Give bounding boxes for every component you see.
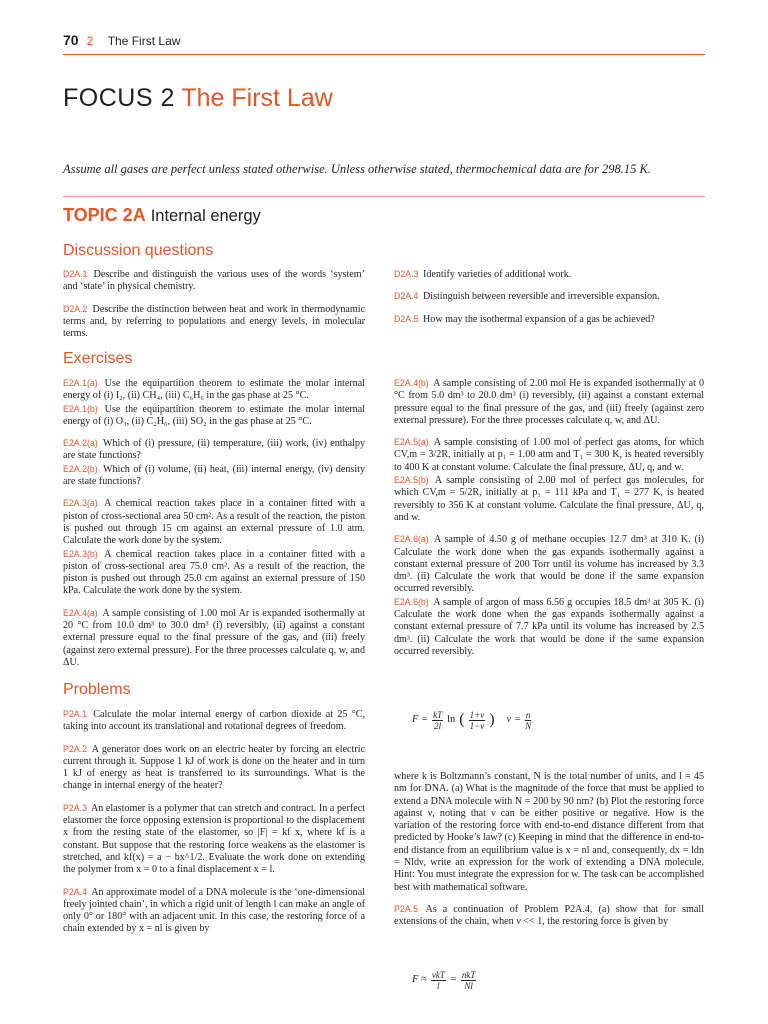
- exercise-item: E2A.6(b) A sample of argon of mass 6.56 g occupies 18.5 dm³ at 305 K. (i) Calculate the work done when the gas expands isothermally against a constant external pressure of 7.7 kPa until its volume has increased by 2.5 dm³. (ii) Calculate the work that would be done if the same expansion occurred reversibly.: [394, 596, 704, 657]
- chapter-title: The First Law: [107, 34, 181, 48]
- running-header: [63, 32, 180, 50]
- exercise-item: E2A.5(a) A sample consisting of 1.00 mol of perfect gas atoms, for which CV,m = 3/2R, initially at p₁ = 1.00 atm and T₁ = 300 K, is heated reversibly to 400 K at constant volume. Calculate the final pressure, ΔU, q, and w.: [394, 437, 704, 473]
- discussion-left-column: [63, 268, 365, 349]
- question-item: D2A.4 Distinguish between reversible and irreversible expansion.: [394, 291, 660, 303]
- exercise-item: E2A.4(b) A sample consisting of 2.00 mol He is expanded isothermally at 0 °C from 5.0 dm³ to 20.0 dm³ (i) reversibly, (ii) against a constant external pressure equal to the final pressure of the gas, and (iii) freely (against zero external pressure). For the three processes calculate q, w, and ΔU.: [394, 378, 704, 426]
- exercise-item: E2A.4(a) A sample consisting of 1.00 mol Ar is expanded isothermally at 20 °C from 10.0 dm³ to 30.0 dm³ (i) reversibly, (ii) against a constant external pressure equal to the final pressure of the gas, and (iii) freely (against zero external pressure). For the three processes calculate q, w, and ΔU.: [63, 607, 366, 668]
- problem-item: P2A.1 Calculate the molar internal energy of carbon dioxide at 25 °C, taking into account its translational and rotational degrees of freedom.: [63, 709, 365, 733]
- focus-heading: [63, 84, 333, 113]
- exercise-item: E2A.1(a) Use the equipartition theorem to estimate the molar internal energy of (i) I₂, (ii) CH₄, (iii) C₆H₆ in the gas phase at 25 °C.: [63, 378, 365, 402]
- problem-item: P2A.3 An elastomer is a polymer that can stretch and contract. In a perfect elastomer the force opposing extension is proportional to the displacement x from the resting state of the elastomer, so |F| = kf x, where kf is a constant. But suppose that the restoring force weakens as the elastomer is stretched, and kf(x) = a − bx^1/2. Evaluate the work done on extending the polymer from x = 0 to a final displacement x = l.: [63, 802, 365, 876]
- discussion-heading: Discussion questions: [63, 242, 214, 259]
- exercise-item: E2A.2(a) Which of (i) pressure, (ii) temperature, (iii) work, (iv) enthalpy are state functions?: [63, 438, 365, 462]
- chapter-number: 2: [86, 34, 94, 48]
- intro-note: Assume all gases are perfect unless stated otherwise. Unless otherwise stated, thermochemical data are for 298.15 K.: [63, 162, 651, 176]
- discussion-right-column: [394, 268, 704, 335]
- question-item: D2A.2 Describe the distinction between heat and work in thermodynamic terms and, by referring to populations and energy levels, in molecular terms.: [63, 303, 365, 340]
- question-item: D2A.3 Identify varieties of additional work.: [394, 269, 572, 280]
- question-item: D2A.1 Describe and distinguish the various uses of the words ‘system’ and ‘state’ in physical chemistry.: [63, 269, 365, 293]
- exercises-left-column: [63, 377, 365, 678]
- topic-heading: [63, 205, 261, 226]
- problems-heading: Problems: [63, 681, 131, 698]
- exercise-item: E2A.1(b) Use the equipartition theorem to estimate the molar internal energy of (i) O₃, (ii) C₂H₆, (iii) SO₂ in the gas phase at 25 °C.: [63, 403, 365, 427]
- exercises-heading: Exercises: [63, 350, 133, 367]
- exercise-item: E2A.3(a) A chemical reaction takes place in a container fitted with a piston of cross-sectional area 50 cm². As a result of the reaction, the piston is pushed out through 15 cm against an external pressure of 1.0 atm. Calculate the work done by the system.: [63, 498, 365, 547]
- exercise-item: E2A.6(a) A sample of 4.50 g of methane occupies 12.7 dm³ at 310 K. (i) Calculate the work done when the gas expands isothermally against a constant external pressure of 200 Torr until its volume has increased by 3.3 dm³. (ii) Calculate the work that would be done if the same expansion occurred reversibly.: [394, 534, 704, 595]
- page-number: 70: [63, 32, 79, 48]
- focus-label: FOCUS 2: [63, 84, 175, 112]
- question-item: D2A.5 How may the isothermal expansion of a gas be achieved?: [394, 313, 655, 325]
- restoring-force-equation: F = $\frac{kT}{2l}$ ln ( $\frac{1+\nu}{1-\nu}$ ) ν = $\frac{n}{N}$: [412, 710, 532, 731]
- header-rule: [63, 54, 705, 55]
- exercise-item: E2A.3(b) A chemical reaction takes place in a container fitted with a piston of cross-sectional area 75.0 cm². As a result of the reaction, the piston is pushed out through 25.0 cm against an external pressure of 150 kPa. Calculate the work done by the system.: [63, 548, 365, 597]
- topic-rule: [63, 196, 705, 197]
- topic-label: TOPIC 2A: [63, 205, 146, 225]
- exercise-item: E2A.5(b) A sample consisting of 2.00 mol of perfect gas molecules, for which CV,m = 5/2R, initially at p₁ = 111 kPa and T₁ = 277 K, is heated reversibly to 356 K at constant volume. Calculate the final pressure, ΔU, q, and w.: [394, 475, 704, 523]
- topic-title: Internal energy: [150, 207, 261, 225]
- problems-right-column: [394, 771, 704, 938]
- problem-continuation: where k is Boltzmann’s constant, N is the total number of units, and l = 45 nm for DNA. (a) What is the magnitude of the force that must be applied to extend a DNA molecule with N = 200 by 90 nm? (b) Plot the restoring force against ν, noting that ν can be either positive or negative. How is the variation of the restoring force with end-to-end distance different from that predicted by Hooke’s law? (c) Keeping in mind that the difference in end-to-end distance from an equilibrium value is x = nl and, consequently, dx = ldn = Nldν, write an expression for the work of extending a DNA molecule. Hint: You must integrate the expression for w. The task can be accomplished best with mathematical software.: [394, 771, 704, 893]
- problem-item: P2A.4 An approximate model of a DNA molecule is the ‘one-dimensional freely jointed chain’, in which a rigid unit of length l can make an angle of only 0° or 180° with an adjacent unit. In this case, the restoring force of a chain extended by x = nl is given by: [63, 886, 366, 935]
- small-extension-equation: F ≈ $\frac{\text{νkT}}{l}$ = $\frac{\text{nkT}}{Nl}$: [412, 970, 476, 991]
- focus-title: The First Law: [181, 84, 333, 112]
- exercise-item: E2A.2(b) Which of (i) volume, (ii) heat, (iii) internal energy, (iv) density are state functions?: [63, 463, 365, 488]
- problem-item: P2A.5 As a continuation of Problem P2A.4, (a) show that for small extensions of the chain, when ν << 1, the restoring force is given by: [394, 903, 705, 928]
- problems-left-column: [63, 708, 365, 945]
- exercises-right-column: [394, 377, 704, 667]
- problem-item: P2A.2 A generator does work on an electric heater by forcing an electric current through it. Suppose 1 kJ of work is done on the heater and in turn 1 kJ of energy as heat is transferred to its surroundings. What is the change in internal energy of the heater?: [63, 743, 365, 792]
